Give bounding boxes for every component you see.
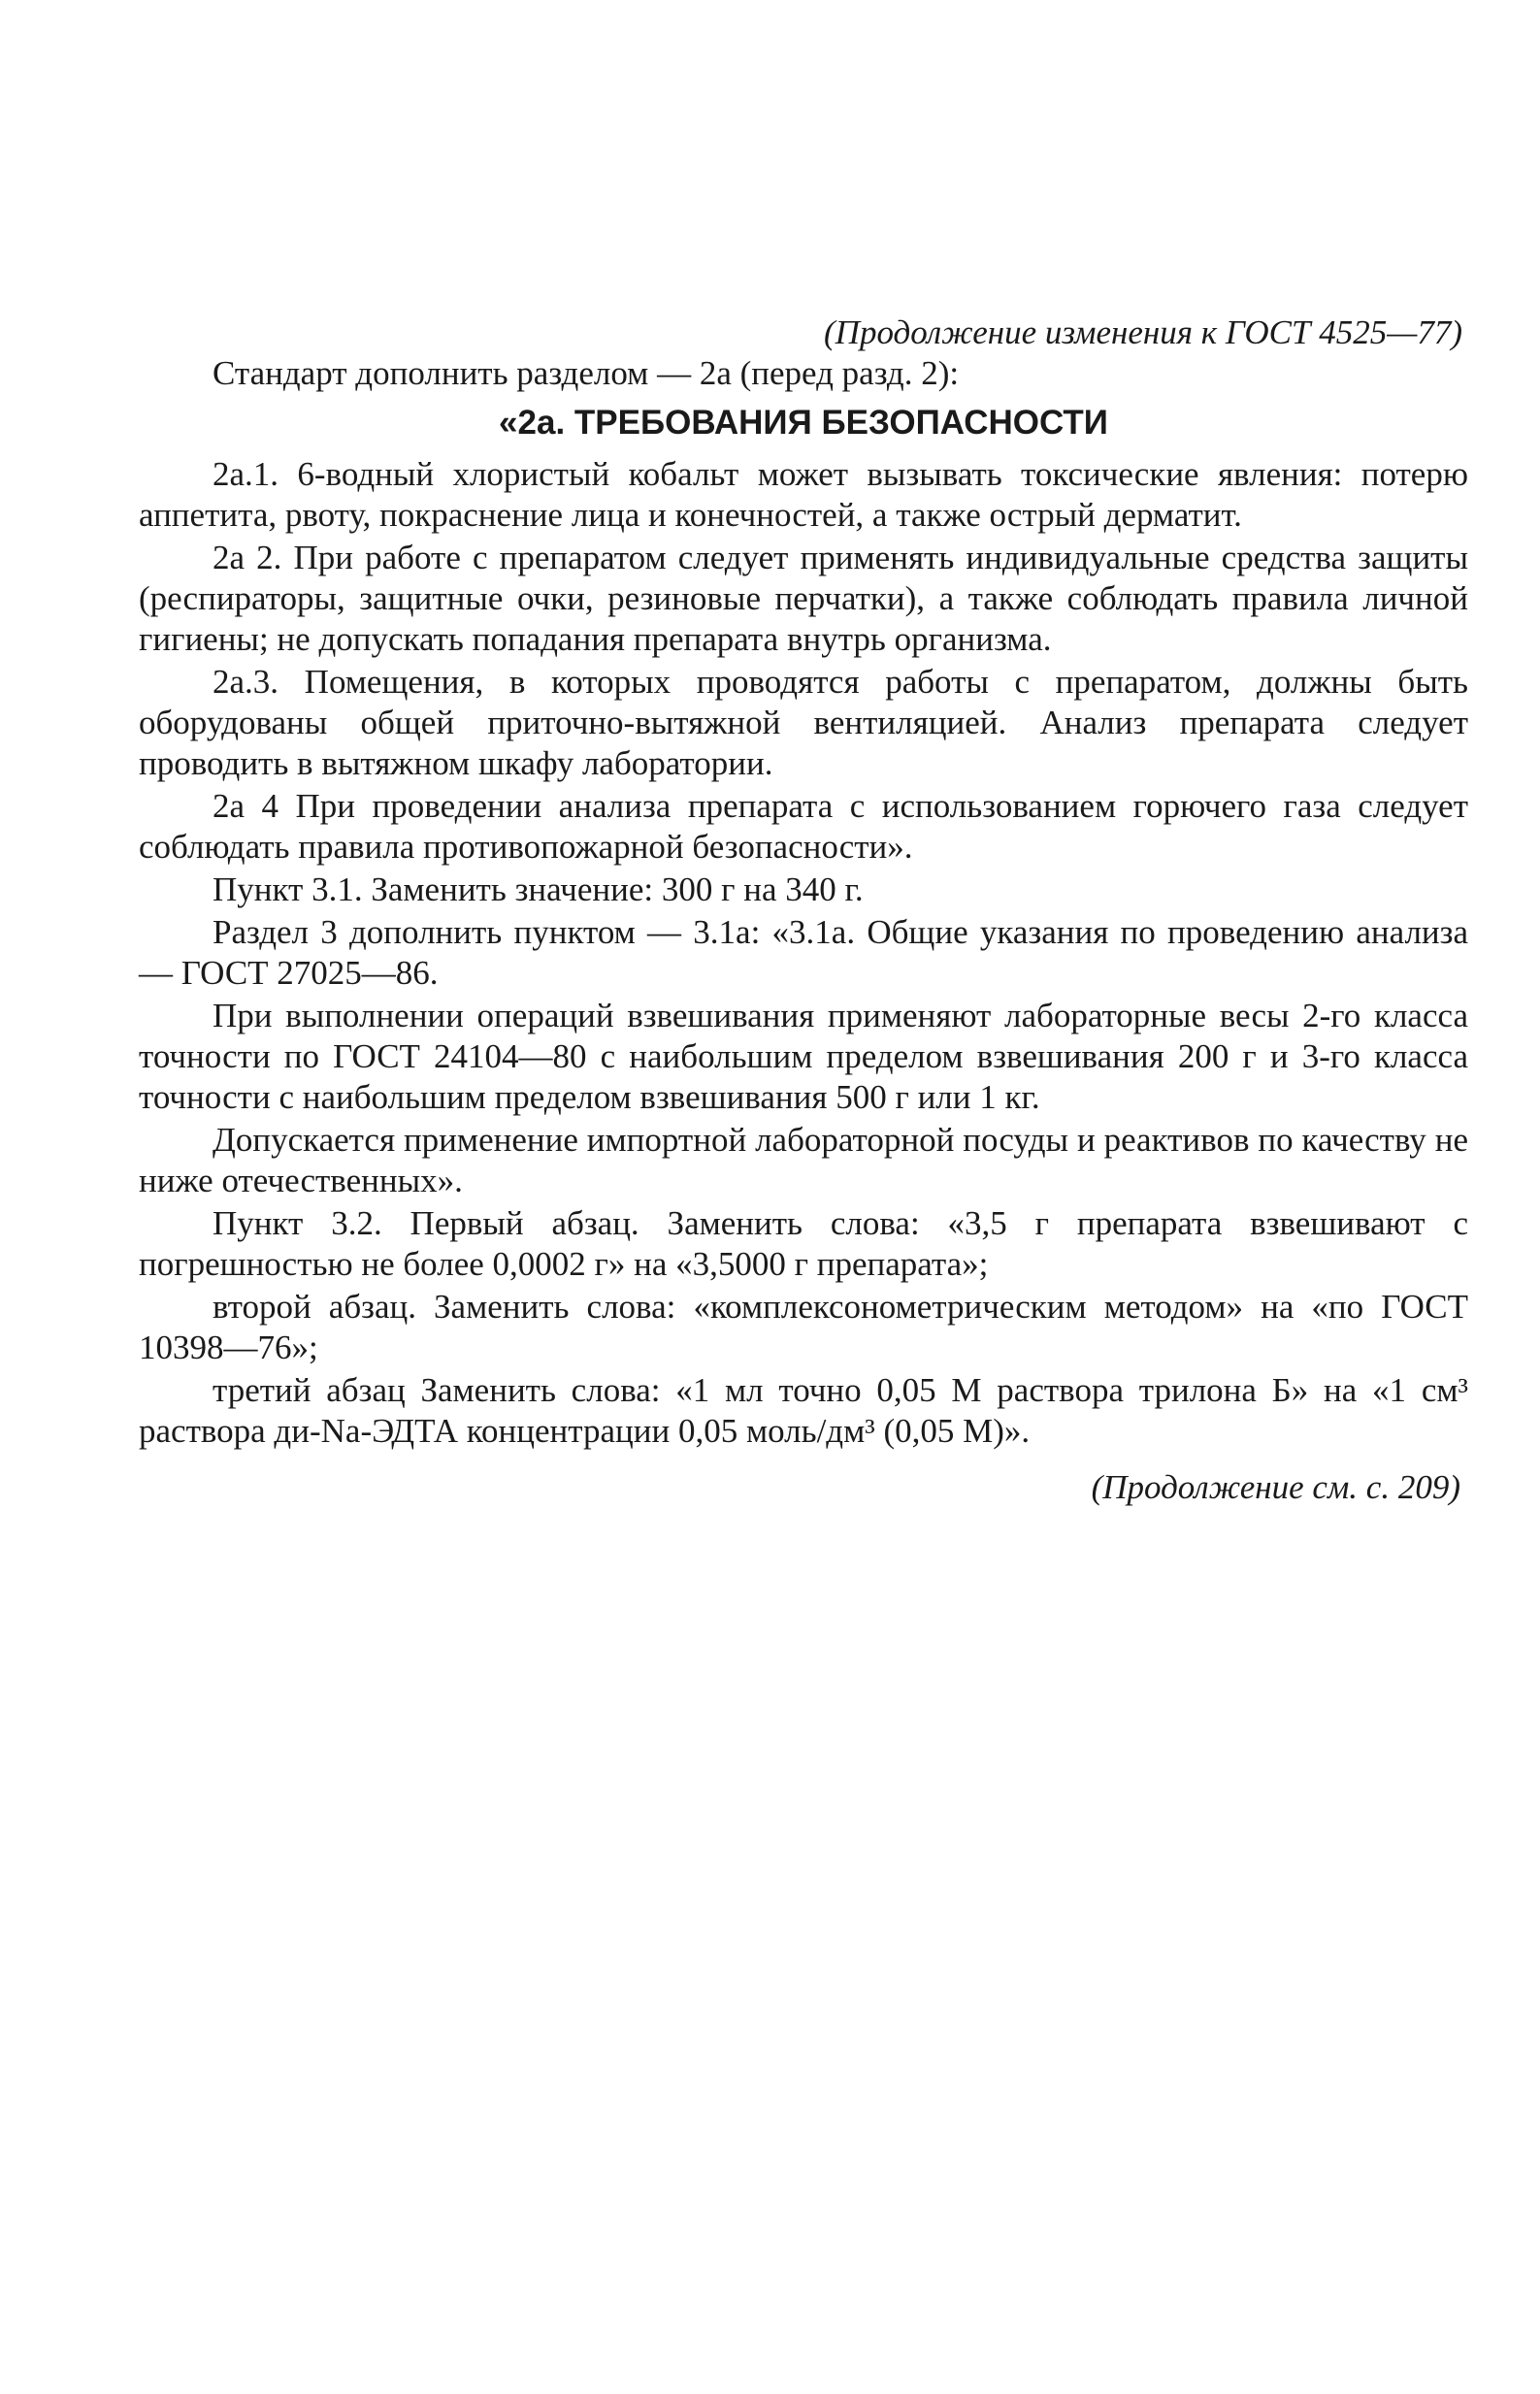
paragraph-2a4: 2а 4 При проведении анализа препарата с использованием горючего газа следует соблюдать правила противопожарной безопасности».: [139, 787, 1468, 866]
document-page: [139, 312, 1468, 1542]
paragraph-2a1: 2а.1. 6-водный хлористый кобальт может вызывать токсические явления: потерю аппетита, рвоту, покраснение лица и конечностей, а также острый дерматит.: [139, 455, 1468, 534]
continuation-header: (Продолжение изменения к ГОСТ 4525—77): [824, 313, 1462, 351]
paragraph-second-abzac: второй абзац. Заменить слова: «комплексонометрическим методом» на «по ГОСТ 10398—76»;: [139, 1288, 1468, 1366]
paragraph-third-abzac: третий абзац Заменить слова: «1 мл точно 0,05 М раствора трилона Б» на «1 см³ раствора ди-Na-ЭДТА концентрации 0,05 моль/дм³ (0,05 М)».: [139, 1371, 1468, 1450]
paragraph-2a3: 2а.3. Помещения, в которых проводятся работы с препаратом, должны быть оборудованы общей приточно-вытяжной вентиляцией. Анализ препарата следует проводить в вытяжном шкафу лаборатории.: [139, 663, 1468, 782]
intro-line: Стандарт дополнить разделом — 2а (перед разд. 2):: [213, 354, 960, 392]
continuation-footer: (Продолжение см. с. 209): [1091, 1468, 1460, 1506]
paragraph-section-3-addition: Раздел 3 дополнить пунктом — 3.1а: «3.1а. Общие указания по проведению анализа — ГОСТ 27025—86.: [139, 913, 1468, 992]
paragraph-import-allowed: Допускается применение импортной лабораторной посуды и реактивов по качеству не ниже отечественных».: [139, 1121, 1468, 1199]
paragraph-weighing: При выполнении операций взвешивания применяют лабораторные весы 2-го класса точности по ГОСТ 24104—80 с наибольшим пределом взвешивания 200 г и 3-го класса точности с наибольшим пределом взвешивания 500 г или 1 кг.: [139, 997, 1468, 1116]
paragraph-2a2: 2а 2. При работе с препаратом следует применять индивидуальные средства защиты (респираторы, защитные очки, резиновые перчатки), а также соблюдать правила личной гигиены; не допускать попадания препарата внутрь организма.: [139, 539, 1468, 658]
paragraph-point-3-2: Пункт 3.2. Первый абзац. Заменить слова: «3,5 г препарата взвешивают с погрешностью не более 0,0002 г» на «3,5000 г препарата»;: [139, 1204, 1468, 1283]
section-title: «2а. ТРЕБОВАНИЯ БЕЗОПАСНОСТИ: [499, 404, 1108, 442]
paragraph-point-3-1: Пункт 3.1. Заменить значение: 300 г на 340 г.: [213, 870, 864, 908]
